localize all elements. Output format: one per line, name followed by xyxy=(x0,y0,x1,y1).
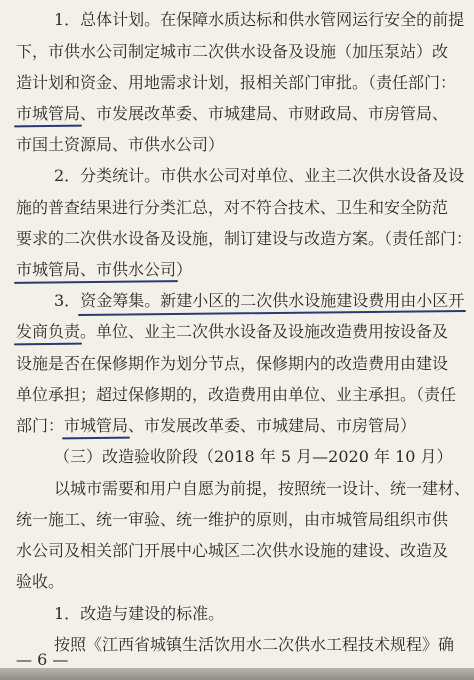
text-line: 按照《江西省城镇生活饮用水二次供水工程技术规程》确 xyxy=(54,635,455,654)
text-line: 市城管局、市供水公司） xyxy=(16,260,193,279)
text-line: 发商负责。单位、业主二次供水设备及设施改造费用按设备及 xyxy=(16,322,449,341)
text-line: 部门：市城管局、市发展改革委、市城建局、市房管局） xyxy=(16,416,417,435)
text-line: 验收。 xyxy=(16,572,65,591)
text-line: 下，市供水公司制定城市二次供水设备及设施（加压泵站）改 xyxy=(16,42,449,61)
text-line: 3．资金筹集。新建小区的二次供水设施建设费用由小区开 xyxy=(54,291,465,310)
underlined-text: 市城管局 xyxy=(64,416,129,435)
underlined-text: 市城管局 xyxy=(16,104,81,123)
text-line: 1．改造与建设的标准。 xyxy=(54,604,225,623)
text-line: 设施是否在保修期作为划分节点，保修期内的改造费用由建设 xyxy=(16,354,449,373)
text-line: 1．总体计划。在保障水质达标和供水管网运行安全的前提 xyxy=(54,10,465,29)
text-line: 水公司及相关部门开展中心城区二次供水设施的建设、改造及 xyxy=(16,541,449,560)
underlined-text: 资金筹集。新建小区的二次供水设施建设费用由小区开 xyxy=(80,291,465,310)
text-line: 要求的二次供水设备及设施，制订建设与改造方案。（责任部门： xyxy=(16,229,473,248)
section-heading: （三）改造验收阶段（2018 年 5 月—2020 年 10 月） xyxy=(54,447,453,466)
text-line: 市国土资源局、市供水公司） xyxy=(16,135,225,154)
text-line: 以城市需要和用户自愿为前提，按照统一设计、统一建材、 xyxy=(54,479,471,498)
page-number: — 6 — xyxy=(16,650,69,668)
text-line: 统一施工、统一审验、统一维护的原则，由市城管局组织市供 xyxy=(16,510,449,529)
text-line: 2．分类统计。市供水公司对单位、业主二次供水设备及设 xyxy=(54,166,465,185)
text-line: 单位承担；超过保修期的，改造费用由单位、业主承担。（责任 xyxy=(16,385,457,404)
underlined-text: 市城管局、市供水公司 xyxy=(16,260,177,279)
text-line: 施的普查结果进行分类汇总，对不符合技术、卫生和安全防范 xyxy=(16,198,449,217)
underlined-text: 发商负责 xyxy=(16,322,81,341)
text-line: 市城管局、市发展改革委、市城建局、市财政局、市房管局、 xyxy=(16,104,449,123)
page-edge xyxy=(0,668,474,680)
text-line: 造计划和资金、用地需求计划，报相关部门审批。（责任部门： xyxy=(16,73,457,92)
